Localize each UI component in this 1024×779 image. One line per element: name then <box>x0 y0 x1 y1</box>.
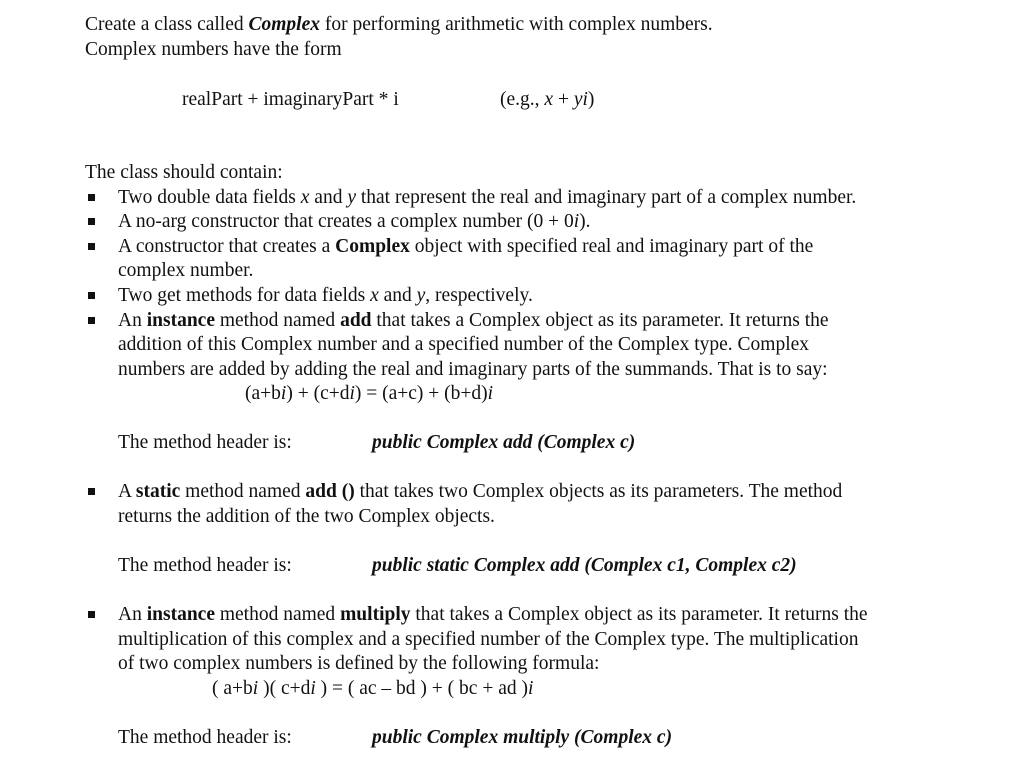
keyword-instance: instance <box>146 310 215 331</box>
class-name: Complex <box>248 14 320 35</box>
bullet-instance-add <box>118 309 829 333</box>
bullet-constructor <box>118 235 813 259</box>
imaginary-unit: i <box>280 383 287 404</box>
imaginary-unit: i <box>527 678 534 699</box>
bullet-marker <box>88 611 95 618</box>
bullet-marker <box>88 243 95 250</box>
formula-text: ( a+b <box>212 678 253 699</box>
formula-text: (a+b <box>245 383 281 404</box>
bullet-text: Two double data fields <box>118 187 301 208</box>
bullet-static-add-line-2: returns the addition of the two Complex objects. <box>118 506 495 527</box>
bullet-text: , respectively. <box>425 285 533 306</box>
method-name: multiply <box>340 604 411 625</box>
keyword-instance: instance <box>146 604 215 625</box>
bullet-text: object with specified real and imaginary part of the <box>409 236 814 257</box>
bullet-text: Two get methods for data fields <box>118 285 371 306</box>
method-header-static-add: public static Complex add (Complex c1, Complex c2) <box>372 555 797 576</box>
bullet-text: that takes a Complex object as its parameter. It returns the <box>371 310 829 331</box>
method-header-label: The method header is: <box>118 727 292 748</box>
method-header-label: The method header is: <box>118 432 292 453</box>
bullet-instance-multiply-line-2: multiplication of this complex and a specified number of the Complex type. The multiplication <box>118 629 859 650</box>
bullet-marker <box>88 194 95 201</box>
intro-line-1 <box>85 13 713 37</box>
add-formula <box>245 382 493 406</box>
bullet-marker <box>88 292 95 299</box>
intro-text: Create a class called <box>85 14 249 35</box>
bullet-text: An <box>118 310 147 331</box>
formula-text: ) + (c+d <box>286 383 350 404</box>
bullet-text: and <box>309 187 348 208</box>
bullet-data-fields <box>118 186 856 210</box>
formula-text: )( c+d <box>258 678 311 699</box>
multiply-formula <box>212 677 533 701</box>
intro-line-2: Complex numbers have the form <box>85 39 342 60</box>
method-header-multiply: public Complex multiply (Complex c) <box>372 727 673 748</box>
bullet-text: A <box>118 481 136 502</box>
bullet-text: A no-arg constructor that creates a complex number (0 + 0 <box>118 211 574 232</box>
example-x: x <box>544 89 554 110</box>
bullet-text: method named <box>214 310 341 331</box>
bullet-text: An <box>118 604 147 625</box>
var-x: x <box>300 187 310 208</box>
bullet-text: that takes two Complex objects as its parameters. The method <box>354 481 843 502</box>
bullet-text: method named <box>180 481 306 502</box>
imaginary-unit: i <box>349 383 355 404</box>
bullet-text: ). <box>579 211 591 232</box>
method-header-label: The method header is: <box>118 555 292 576</box>
bullet-marker <box>88 488 95 495</box>
bullet-get-methods <box>118 284 533 308</box>
bullet-text: that takes a Complex object as its parameter. It returns the <box>410 604 868 625</box>
intro-text: for performing arithmetic with complex numbers. <box>320 14 713 35</box>
bullet-instance-add-line-3: numbers are added by adding the real and imaginary parts of the summands. That is to say: <box>118 359 828 380</box>
bullet-instance-add-line-2: addition of this Complex number and a specified number of the Complex type. Complex <box>118 334 810 355</box>
var-y: y <box>416 285 426 306</box>
bullet-text: A constructor that creates a <box>118 236 336 257</box>
bullet-marker <box>88 218 95 225</box>
example-yi: yi <box>573 89 588 110</box>
var-y: y <box>347 187 356 208</box>
example-text: ) <box>587 89 595 110</box>
complex-form: realPart + imaginaryPart * i <box>182 89 399 110</box>
formula-text: ) = ( ac – bd ) + ( bc + ad ) <box>315 678 528 699</box>
formula-text: ) = (a+c) + (b+d) <box>354 383 488 404</box>
imaginary-unit: i <box>310 678 316 699</box>
bullet-instance-multiply <box>118 603 868 627</box>
method-header-add: public Complex add (Complex c) <box>372 432 636 453</box>
method-name: add <box>340 310 372 331</box>
class-name: Complex <box>335 236 410 257</box>
bullet-instance-multiply-line-3: of two complex numbers is defined by the following formula: <box>118 653 600 674</box>
example-text: (e.g., <box>500 89 545 110</box>
imaginary-unit: i <box>487 383 494 404</box>
bullet-constructor-line-2: complex number. <box>118 260 254 281</box>
var-x: x <box>370 285 379 306</box>
bullet-no-arg-constructor <box>118 210 591 234</box>
bullet-text: method named <box>214 604 341 625</box>
contains-heading: The class should contain: <box>85 162 283 183</box>
complex-form-example <box>500 88 594 112</box>
bullet-text: and <box>378 285 417 306</box>
bullet-marker <box>88 317 95 324</box>
bullet-static-add <box>118 480 842 504</box>
bullet-text: that represent the real and imaginary part of a complex number. <box>355 187 857 208</box>
example-text: + <box>553 89 574 110</box>
method-name: add () <box>305 481 355 502</box>
keyword-static: static <box>135 481 181 502</box>
imaginary-unit: i <box>573 211 580 232</box>
imaginary-unit: i <box>252 678 259 699</box>
